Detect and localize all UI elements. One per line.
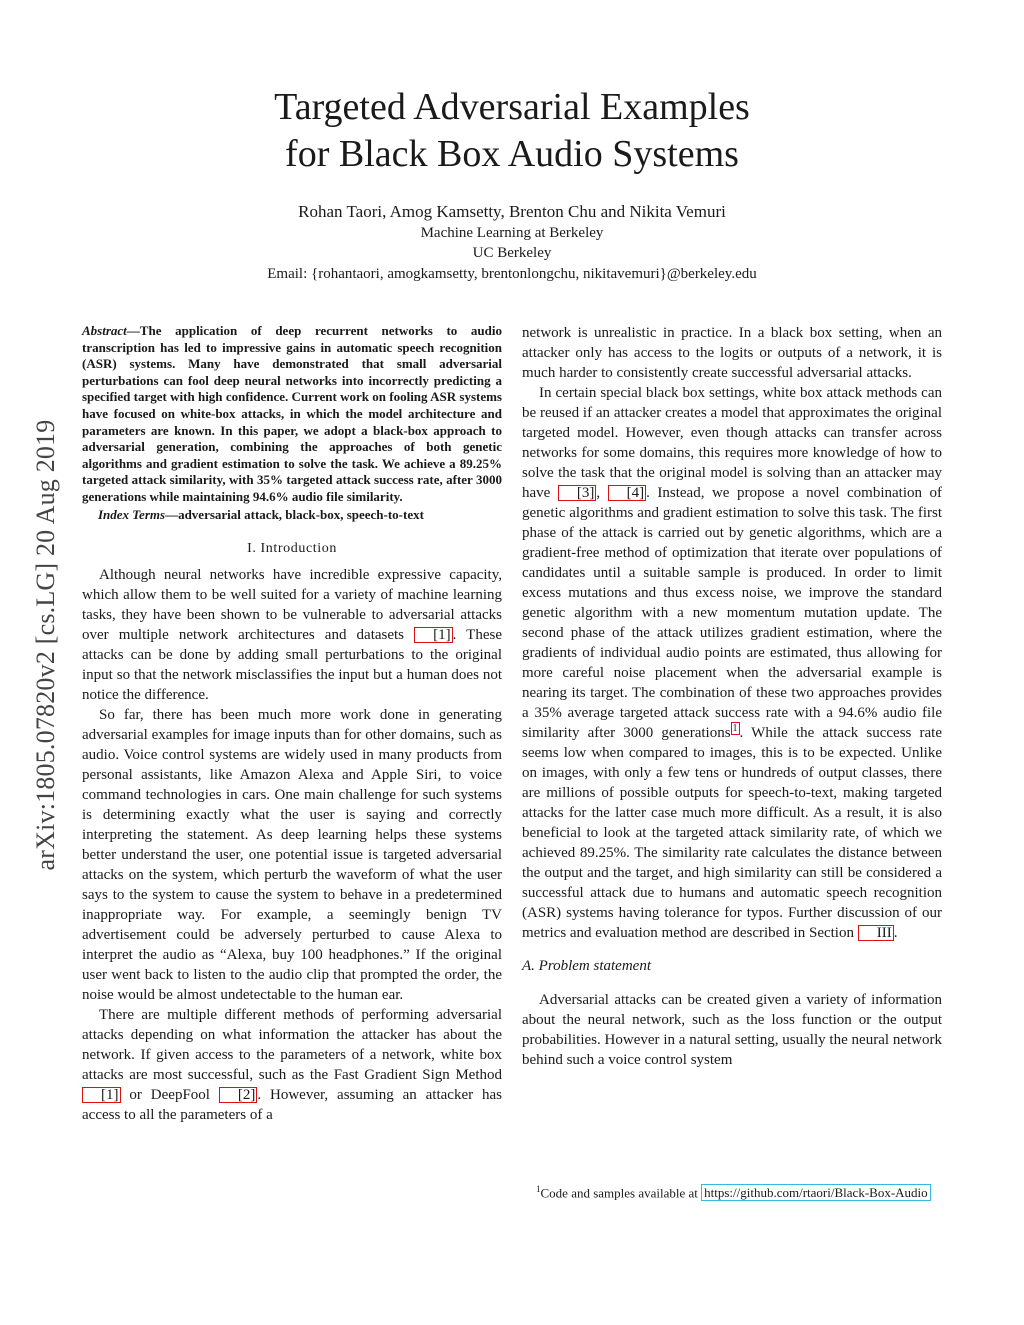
footnote xyxy=(536,1184,946,1201)
intro-p1-text-b: . These attacks can be done by adding small perturbations to the original input so that the network misclassifies the input but a human does not notice the difference. xyxy=(82,627,502,704)
intro-p4-sep: , xyxy=(596,485,608,501)
abstract-text: —The application of deep recurrent networks to audio transcription has led to impressive gains in automatic speech recognition (ASR) systems. Many have demonstrated that small adversarial perturbations can fool deep neural networks into incorrectly predicting a specified target with high confidence. Current work on fooling ASR systems have focused on white-box attacks, in which the model architecture and parameters are known. In this paper, we adopt a black-box approach to adversarial generation, combining the approaches of both genetic algorithms and gradient estimation to solve the task. We achieve a 89.25% targeted attack similarity, with 35% targeted attack success rate, after 3000 generations while maintaining 94.6% audio file similarity. xyxy=(82,323,502,504)
paper-title xyxy=(0,84,1024,178)
intro-p4-text-b: . Instead, we propose a novel combination of genetic algorithms and gradient estimation to solve this task. The first phase of the attack is carried out by genetic algorithms, which are a gradient-free method of optimization that iterate over populations of candidates until a suitable sample is produced. In order to limit excess mutations and thus excess noise, we improve the standard genetic algorithm with a new momentum mutation update. The second phase of the attack utilizes gradient estimation, where the gradients of individual audio points are estimated, thus allowing for more careful noise placement when the adversarial example is nearing its target. The combination of these two approaches provides a 35% average targeted attack success rate with a 94.6% audio file similarity after 3000 generations xyxy=(522,485,943,741)
left-column xyxy=(82,323,502,1125)
intro-paragraph-1 xyxy=(82,565,502,705)
intro-p3-text-c: . However, assuming an attacker has access to all the parameters of a xyxy=(82,1087,503,1124)
arxiv-identifier-text: arXiv:1805.07820v2 [cs.LG] 20 Aug 2019 xyxy=(31,419,60,871)
intro-paragraph-2: So far, there has been much more work done in generating adversarial examples for image inputs than for other domains, such as audio. Voice control systems are widely used in many products from personal assistants, like Amazon Alexa and Apple Siri, to voice command technologies in cars. One main challenge for such systems is determining exactly what the user is saying and correctly interpreting the statement. As deep learning helps these systems better understand the user, one potential issue is targeted adversarial attacks on the system, which perturb the waveform of what the user says to the system to cause the system to behave in a predetermined inappropriate way. For example, a seemingly benign TV advertisement could be adversely perturbed to cause Alexa to interpret the audio as “Alexa, buy 100 headphones.” If the original user went back to listen to the audio clip that prompted the order, the noise would be almost undetectable to the human ear. xyxy=(82,707,502,1004)
index-terms xyxy=(82,507,502,524)
citation-link-1b[interactable]: [1] xyxy=(82,1087,121,1103)
index-terms-text: —adversarial attack, black-box, speech-to-text xyxy=(165,506,424,522)
github-link[interactable]: https://github.com/rtaori/Black-Box-Audio xyxy=(701,1184,931,1201)
section-ref-link-iii[interactable]: III xyxy=(858,925,894,941)
intro-paragraph-3-continued: network is unrealistic in practice. In a black box setting, when an attacker only has access to the logits or outputs of a network, it is much harder to consistently create successful adversarial attacks. xyxy=(522,325,942,381)
subsection-heading-problem-statement: A. Problem statement xyxy=(522,958,652,974)
problem-statement-paragraph: Adversarial attacks can be created given a variety of information about the neural network, such as the loss function or the output probabilities. However in a natural setting, usually the neural network behind such a voice control system xyxy=(522,992,942,1068)
intro-p4-text-d: . xyxy=(893,925,898,941)
affiliation-university: UC Berkeley xyxy=(472,245,552,261)
intro-paragraph-4 xyxy=(522,383,942,943)
title-line-2: for Black Box Audio Systems xyxy=(285,133,739,175)
author-list: Rohan Taori, Amog Kamsetty, Brenton Chu and Nikita Vemuri xyxy=(298,202,726,221)
citation-link-1[interactable]: [1] xyxy=(414,627,453,643)
citation-link-4[interactable]: [4] xyxy=(608,485,647,501)
intro-p4-text-c: . While the attack success rate seems low when compared to images, this is to be expected. Unlike on images, with only a few tens or hundreds of output classes, there are millions of possible outputs for speech-to-text, making targeted attacks for the latter case much more difficult. As a result, it is also beneficial to look at the targeted attack similarity rate, of which we achieved 89.25%. The similarity rate calculates the distance between the output and the target, and high similarity can still be considered a successful attack due to humans and automatic speech recognition (ASR) systems having tolerance for typos. Further discussion of our metrics and evaluation method are described in Section xyxy=(522,725,942,941)
intro-p3-text-a: There are multiple different methods of performing adversarial attacks depending on what information the attacker has about the network. If given access to the parameters of a network, white box attacks are most successful, such as the Fast Gradient Sign Method xyxy=(82,1007,502,1084)
intro-p3-text-b: or DeepFool xyxy=(120,1087,219,1104)
citation-link-3[interactable]: [3] xyxy=(558,485,597,501)
affiliation-email: Email: {rohantaori, amogkamsetty, brentonlongchu, nikitavemuri}@berkeley.edu xyxy=(267,266,757,282)
section-heading-introduction: I. Introduction xyxy=(247,541,337,557)
intro-paragraph-3 xyxy=(82,1005,502,1125)
arxiv-identifier-stamp xyxy=(30,350,62,940)
intro-p4-text-a: In certain special black box settings, white box attack methods can be reused if an attacker creates a model that approximates the original targeted model. However, even though attacks can transfer across networks for some domains, this requires more knowledge of how to solve the task that the original model is solving than an attacker may have xyxy=(522,385,942,501)
intro-p1-text-a: Although neural networks have incredible expressive capacity, which allow them to be well suited for a variety of machine learning tasks, they have been shown to be vulnerable to adversarial attacks over multiple network architectures and datasets xyxy=(82,567,502,644)
index-terms-label: Index Terms xyxy=(98,506,166,522)
abstract-label: Abstract xyxy=(82,323,127,338)
citation-link-2[interactable]: [2] xyxy=(219,1087,258,1103)
title-line-1: Targeted Adversarial Examples xyxy=(274,86,750,128)
right-column xyxy=(522,323,942,1070)
abstract xyxy=(82,323,502,506)
footnote-link[interactable]: 1 xyxy=(732,723,738,734)
affiliation-org: Machine Learning at Berkeley xyxy=(420,225,604,241)
footnote-text: Code and samples available at xyxy=(540,1185,702,1201)
footnote-mark: 1 xyxy=(536,1184,541,1194)
